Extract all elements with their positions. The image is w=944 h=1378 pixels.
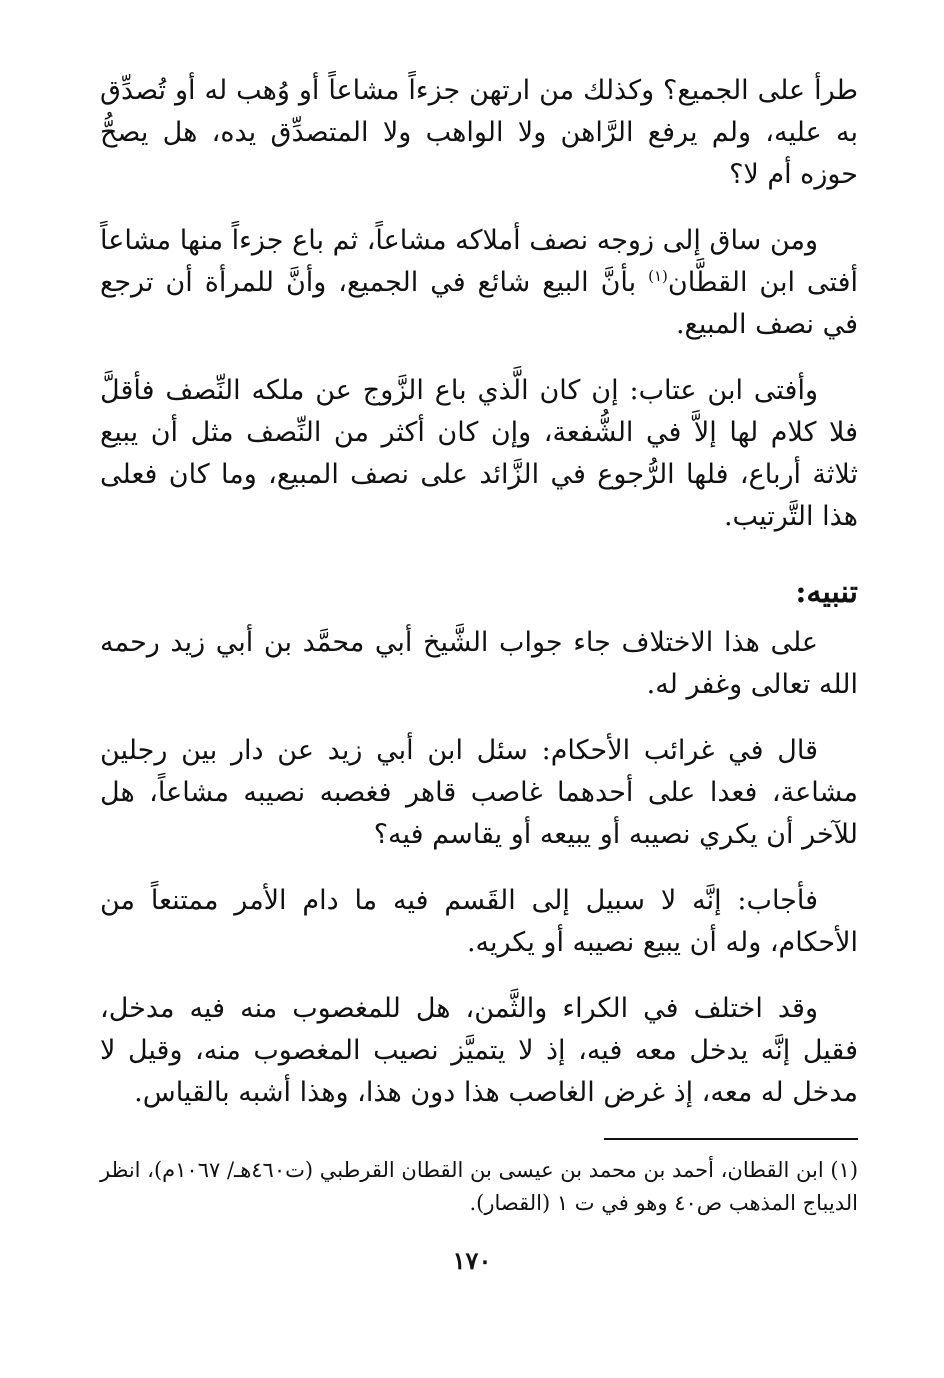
section-heading: تنبيه:	[795, 575, 858, 610]
page-number: ١٧٠	[452, 1246, 492, 1275]
paragraph-5: قال في غرائب الأحكام: سئل ابن أبي زيد عن دار بين رجلين مشاعة، فعدا على أحدهما غاصب قاهر فغصبه نصيبه مشاعاً، هل للآخر أن يكري نصيبه أو يبيعه أو يقاسم فيه؟	[100, 735, 858, 850]
paragraph-2-start: ومن ساق إلى زوجه نصف أملاكه مشاعاً، ثم باع جزءاً منها مشاعاً أفتى ابن القطَّان	[100, 225, 858, 298]
paragraph-3: وأفتى ابن عتاب: إن كان الَّذي باع الزَّوج عن ملكه النِّصف فأقلَّ فلا كلام لها إلاَّ في الشُّفعة، وإن كان أكثر من النِّصف مثل أن يبيع ثلاثة أرباع، فلها الرُّجوع في الزَّائد على نصف المبيع، وما كان فعلى هذا التَّرتيب.	[100, 375, 858, 532]
paragraph-7: وقد اختلف في الكراء والثَّمن، هل للمغصوب منه فيه مدخل، فقيل إنَّه يدخل معه فيه، إذ لا يتميَّز نصيب المغصوب منه، وقيل لا مدخل له معه، إذ غرض الغاصب هذا دون هذا، وهذا أشبه بالقياس.	[100, 993, 858, 1108]
footnote-text: (١) ابن القطان، أحمد بن محمد بن عيسى بن القطان القرطبي (ت٤٦٠هـ/ ١٠٦٧م)، انظر الديباج المذهب ص٤٠ وهو في ت ١ (القصار).	[100, 1158, 859, 1215]
footnote-marker[interactable]: (١)	[648, 267, 668, 285]
paragraph-1: طرأ على الجميع؟ وكذلك من ارتهن جزءاً مشاعاً أو وُهب له أو تُصدِّق به عليه، ولم يرفع الرَّاهن ولا الواهب ولا المتصدِّق يده، هل يصحُّ حوزه أم لا؟	[100, 75, 858, 190]
paragraph-6: فأجاب: إنَّه لا سبيل إلى القَسم فيه ما دام الأمر ممتنعاً من الأحكام، وله أن يبيع نصيبه أو يكريه.	[100, 885, 858, 958]
footnote-divider	[604, 1138, 858, 1140]
paragraph-4: على هذا الاختلاف جاء جواب الشَّيخ أبي محمَّد بن أبي زيد رحمه الله تعالى وغفر له.	[100, 627, 858, 700]
paragraph-2	[100, 220, 858, 346]
paragraph-2-end: بأنَّ البيع شائع في الجميع، وأنَّ للمرأة أن ترجع في نصف المبيع.	[100, 267, 858, 340]
